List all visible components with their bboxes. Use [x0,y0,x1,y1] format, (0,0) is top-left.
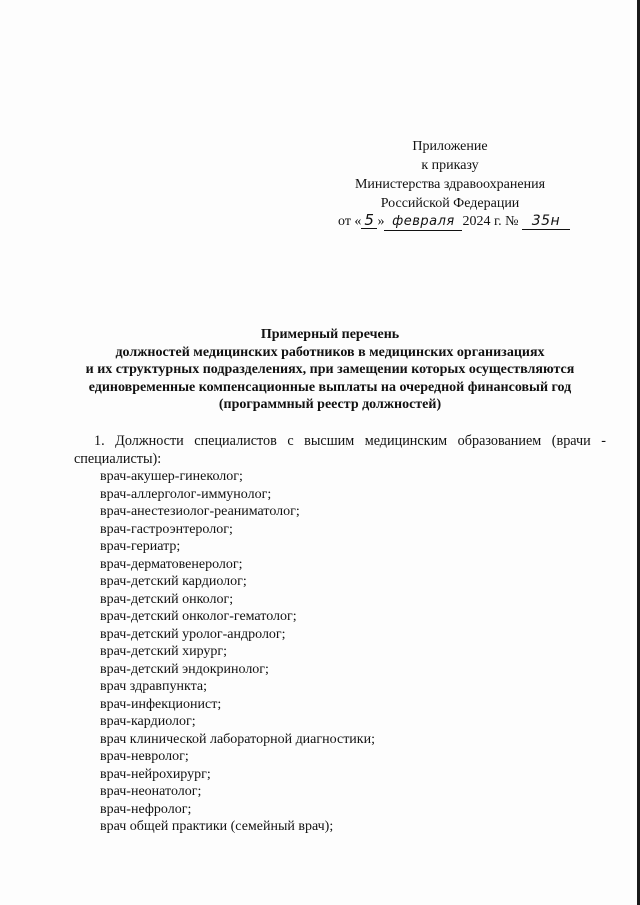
position-item: врач-инфекционист; [100,696,222,712]
position-item: врач-детский эндокринолог; [100,661,269,677]
position-item: врач-анестезиолог-реаниматолог; [100,504,300,519]
order-date-number [338,212,570,231]
order-month-handwritten: февраля [384,214,462,231]
position-item: врач-детский хирург; [100,644,228,659]
order-day-handwritten: 5 [361,212,377,229]
appendix-country: Российской Федерации [380,196,520,211]
section-1-heading: 1. Должности специалистов с высшим медицинским образованием (врачи - специалисты): [74,433,606,467]
position-list [74,468,606,836]
position-item: врач-дерматовенеролог; [100,556,243,572]
position-item: врач-аллерголог-иммунолог; [100,486,272,502]
section-1 [74,432,606,836]
title-line-4: единовременные компенсационные выплаты на очередной финансовый год [88,379,572,395]
order-number-handwritten: 35н [522,213,570,230]
position-item: врач-детский онколог; [100,591,234,607]
document-title [60,326,600,414]
position-item: врач клинической лабораторной диагностики; [100,731,375,747]
title-line-2: должностей медицинских работников в медицинских организациях [115,344,545,360]
appendix-header [300,137,600,213]
appendix-ministry: Министерства здравоохранения [354,177,546,192]
title-line-5: (программный реестр должностей) [218,397,442,412]
position-item: врач общей практики (семейный врач); [100,819,334,834]
position-item: врач-детский кардиолог; [100,574,247,589]
position-item: врач-нефролог; [100,801,192,817]
order-prefix: от « [338,214,362,229]
position-item: врач-неонатолог; [100,784,202,799]
position-item: врач-акушер-гинеколог; [100,469,243,484]
appendix-label: Приложение [412,139,488,154]
position-item: врач-гастроэнтеролог; [100,521,233,537]
title-line-1: Примерный перечень [260,327,400,342]
position-item: врач здравпункта; [100,679,208,694]
position-item: врач-невролог; [100,749,189,764]
position-item: врач-детский уролог-андролог; [100,626,286,642]
position-item: врач-гериатр; [100,539,181,554]
position-item: врач-нейрохирург; [100,766,211,782]
position-item: врач-кардиолог; [100,714,196,729]
appendix-order-ref: к приказу [421,158,479,173]
order-year: 2024 г. № [462,214,519,229]
position-item: врач-детский онколог-гематолог; [100,609,297,624]
title-line-3: и их структурных подразделениях, при замещении которых осуществляются [85,362,575,377]
order-mid: » [377,214,385,229]
